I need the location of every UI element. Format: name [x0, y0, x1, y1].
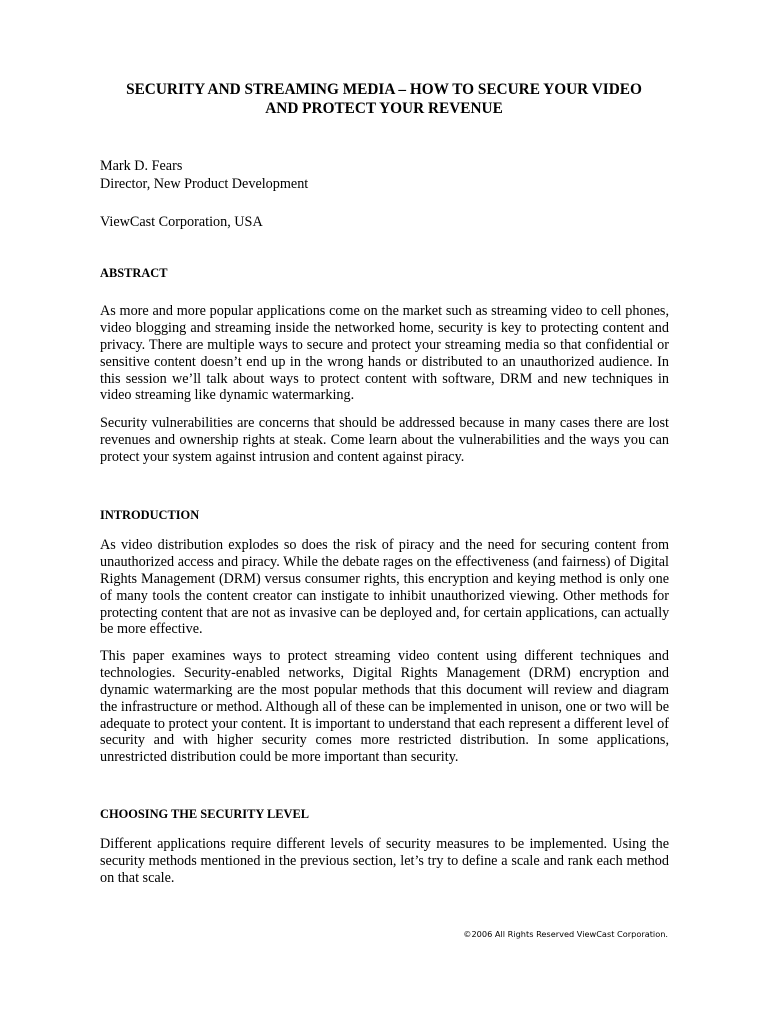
text-line: As more and more popular applications come on the market such as streaming video to cell phones,: [100, 303, 669, 319]
text-line: security and with higher security comes more restricted distribution. In some applications,: [100, 732, 669, 749]
text-line: This paper examines ways to protect streaming video content using different techniques and: [100, 648, 669, 664]
author-position: Director, New Product Development: [100, 175, 309, 192]
author-block: [100, 158, 308, 193]
text-line: on that scale.: [100, 869, 175, 886]
text-line: technologies. Security-enabled networks, Digital Rights Management (DRM) encryption and: [100, 664, 669, 681]
abstract-paragraph-2: [100, 415, 669, 466]
text-line: revenues and ownership rights at steak. Come learn about the vulnerabilities and the ways you can: [100, 431, 669, 448]
text-line: this session we’ll talk about ways to protect content with software, DRM and new techniques in: [100, 370, 669, 387]
text-line: the infrastructure or method. Although all of these can be implemented in unison, one or two will be: [100, 698, 669, 715]
introduction-paragraph-2: [100, 648, 669, 766]
author-organization: ViewCast Corporation, USA: [100, 214, 263, 230]
title-line: AND PROTECT YOUR REVENUE: [265, 100, 503, 117]
text-line: unauthorized access and piracy. While the debate rages on the effectiveness (and fairness) of Digital: [100, 553, 669, 570]
text-line: be more effective.: [100, 621, 203, 638]
text-line: As video distribution explodes so does the risk of piracy and the need for securing content from: [100, 537, 669, 553]
author-name: Mark D. Fears: [100, 158, 183, 174]
title-line: SECURITY AND STREAMING MEDIA – HOW TO SECURE YOUR VIDEO: [126, 81, 642, 98]
text-line: privacy. There are multiple ways to secure and protect your streaming media so that confidential or: [100, 336, 669, 353]
text-line: Different applications require different levels of security measures to be implemented. Using the: [100, 836, 669, 852]
text-line: adequate to protect your content. It is important to understand that each represent a different level of: [100, 715, 669, 732]
choosing-security-level-heading: CHOOSING THE SECURITY LEVEL: [100, 807, 309, 821]
text-line: video streaming like dynamic watermarking.: [100, 387, 355, 404]
text-line: protect your system against intrusion and content against piracy.: [100, 448, 465, 465]
text-line: unrestricted distribution could be more important than security.: [100, 749, 459, 766]
introduction-paragraph-1: [100, 537, 669, 638]
introduction-heading: INTRODUCTION: [100, 508, 200, 522]
choosing-paragraph-1: [100, 836, 669, 887]
text-line: Rights Management (DRM) versus consumer rights, this encryption and keying method is only one: [100, 570, 669, 587]
paper-title: [90, 80, 678, 118]
text-line: Security vulnerabilities are concerns that should be addressed because in many cases there are lost: [100, 415, 669, 431]
abstract-paragraph-1: [100, 303, 669, 404]
text-line: protecting content that are not as invasive can be deployed and, for certain applications, can actually: [100, 604, 670, 621]
text-line: of many tools the content creator can instigate to inhibit unauthorized viewing. Other methods for: [100, 587, 669, 604]
text-line: security methods mentioned in the previous section, let’s try to define a scale and rank each method: [100, 852, 669, 869]
copyright-footer: ©2006 All Rights Reserved ViewCast Corporation.: [463, 929, 668, 939]
text-line: sensitive content doesn’t end up in the wrong hands or distributed to an unauthorized audience. In: [100, 353, 669, 370]
text-line: dynamic watermarking are the most popular methods that this document will review and diagram: [100, 681, 669, 698]
abstract-heading: ABSTRACT: [100, 266, 168, 280]
text-line: video blogging and streaming inside the networked home, security is key to protecting content and: [100, 319, 669, 336]
